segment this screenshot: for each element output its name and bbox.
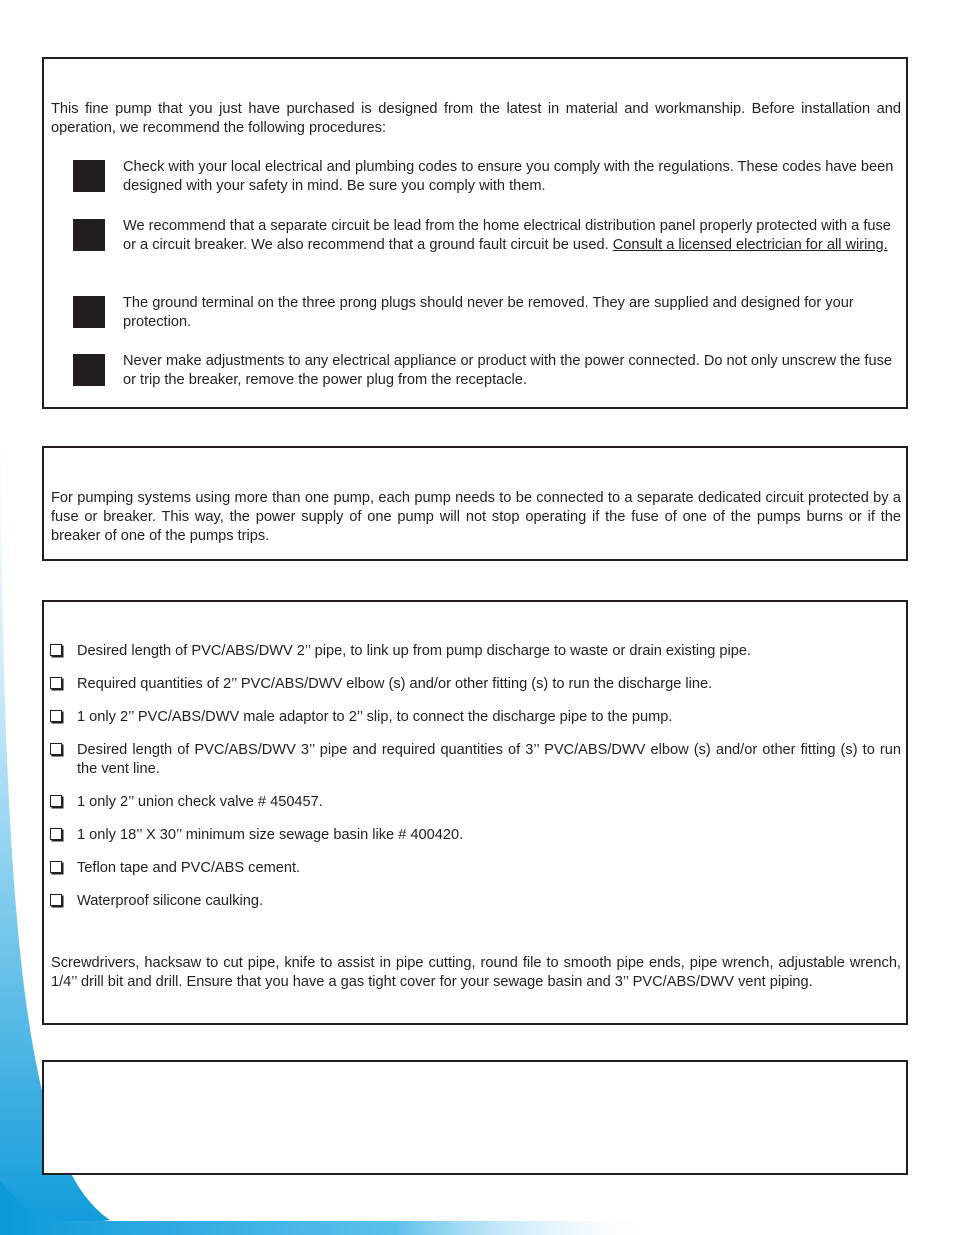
safety-section <box>42 57 908 409</box>
checkbox-icon[interactable] <box>50 644 62 656</box>
checkbox-icon[interactable] <box>50 894 62 906</box>
safety-item-2-text: We recommend that a separate circuit be lead from the home electrical distribution panel properly protected with a fuse or a circuit breaker. We also recommend that a ground fault circuit be used. <box>123 218 891 253</box>
multi-pump-section <box>42 446 908 561</box>
material-item-5: 1 only 2’’ union check valve # 450457. <box>77 794 323 810</box>
safety-item-1: Check with your local electrical and plumbing codes to ensure you comply with the regulations. These codes have been designed with your safety in mind. Be sure you comply with them. <box>123 159 894 194</box>
bullet-square <box>73 219 105 251</box>
bullet-square <box>73 296 105 328</box>
checklist-item <box>50 892 906 911</box>
checkbox-icon[interactable] <box>50 828 62 840</box>
bullet-square <box>73 354 105 386</box>
checklist-item <box>50 675 906 694</box>
material-item-8: Waterproof silicone caulking. <box>77 893 264 909</box>
checklist-item <box>50 793 906 812</box>
safety-intro: This fine pump that you just have purchased is designed from the latest in material and workmanship. Before installation and operation, we recommend the following procedures: <box>51 101 901 136</box>
safety-item-4: Never make adjustments to any electrical appliance or product with the power connected. Do not only unscrew the fuse or trip the breaker, remove the power plug from the receptacle. <box>123 353 893 388</box>
checklist-item <box>50 708 906 727</box>
materials-section <box>42 600 908 1025</box>
tools-text: Screwdrivers, hacksaw to cut pipe, knife to assist in pipe cutting, round file to smooth pipe ends, pipe wrench, adjustable wrench, 1/4’’ drill bit and drill. Ensure that you have a gas tight cover for your sewage basin and 3’’ PVC/ABS/DWV vent piping. <box>51 955 901 990</box>
checklist-item <box>50 859 906 878</box>
material-item-2: Required quantities of 2’’ PVC/ABS/DWV elbow (s) and/or other fitting (s) to run the discharge line. <box>77 676 713 692</box>
checklist-item <box>50 741 906 777</box>
checkbox-icon[interactable] <box>50 795 62 807</box>
checkbox-icon[interactable] <box>50 861 62 873</box>
safety-item-3: The ground terminal on the three prong plugs should never be removed. They are supplied and designed for your protection. <box>123 295 854 330</box>
bullet-square <box>73 160 105 192</box>
checkbox-icon[interactable] <box>50 743 62 755</box>
multi-pump-text: For pumping systems using more than one pump, each pump needs to be connected to a separate dedicated circuit protected by a fuse or breaker. This way, the power supply of one pump will not stop operating if the fuse of one of the pumps burns or if the breaker of one of the pumps trips. <box>51 490 901 544</box>
checkbox-icon[interactable] <box>50 710 62 722</box>
material-item-4: Desired length of PVC/ABS/DWV 3’’ pipe and required quantities of 3’’ PVC/ABS/DWV elbow (s) and/or other fitting (s) to run the vent line. <box>77 742 901 777</box>
material-item-7: Teflon tape and PVC/ABS cement. <box>77 860 301 876</box>
checklist-item <box>50 642 906 661</box>
checkbox-icon[interactable] <box>50 677 62 689</box>
checklist-item <box>50 826 906 845</box>
material-item-3: 1 only 2’’ PVC/ABS/DWV male adaptor to 2’’ slip, to connect the discharge pipe to the pump. <box>77 709 673 725</box>
material-item-6: 1 only 18’’ X 30’’ minimum size sewage basin like # 400420. <box>77 827 464 843</box>
safety-item-2-underlined: Consult a licensed electrician for all wiring. <box>612 237 888 253</box>
empty-section <box>42 1060 908 1175</box>
material-item-1: Desired length of PVC/ABS/DWV 2’’ pipe, to link up from pump discharge to waste or drain existing pipe. <box>77 643 752 659</box>
safety-item-2 <box>123 217 901 255</box>
